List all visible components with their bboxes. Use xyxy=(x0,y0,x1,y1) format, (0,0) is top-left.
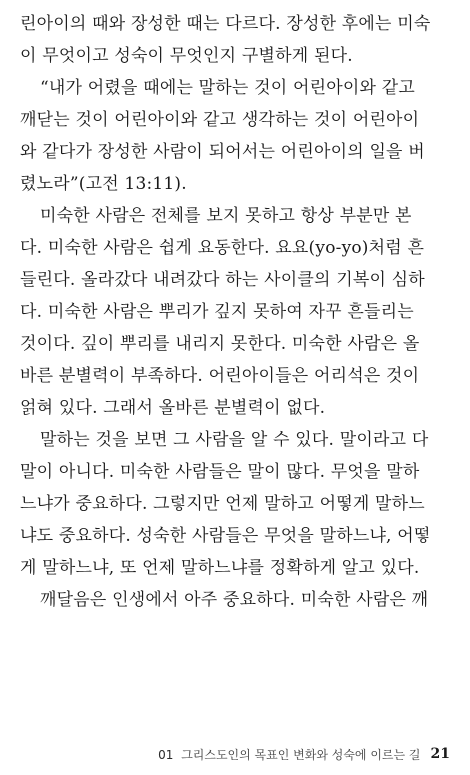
text-line: 들린다. 올라갔다 내려갔다 하는 사이클의 기복이 심하 xyxy=(20,270,425,290)
chapter-title: 그리스도인의 목표인 변화와 성숙에 이르는 길 xyxy=(181,747,421,762)
text-line: 이 무엇이고 성숙이 무엇인지 구별하게 된다. xyxy=(20,46,353,66)
text-line: 느냐가 중요하다. 그렇지만 언제 말하고 어떻게 말하느 xyxy=(20,494,425,514)
text-line: 것이다. 깊이 뿌리를 내리지 못한다. 미숙한 사람은 올 xyxy=(20,334,420,354)
quote-line: 깨닫는 것이 어린아이와 같고 생각하는 것이 어린아이 xyxy=(20,110,420,130)
text-line: 말하는 것을 보면 그 사람을 알 수 있다. 말이라고 다 xyxy=(40,430,429,450)
body-text xyxy=(20,8,450,616)
text-line: 미숙한 사람은 전체를 보지 못하고 항상 부분만 본 xyxy=(40,206,412,226)
quote-line: 와 같다가 장성한 사람이 되어서는 어린아이의 일을 버 xyxy=(20,142,425,162)
text-line: 린아이의 때와 장성한 때는 다르다. 장성한 후에는 미숙 xyxy=(20,14,431,34)
chapter-number: 01 xyxy=(158,747,174,762)
text-line: 얽혀 있다. 그래서 올바른 분별력이 없다. xyxy=(20,398,326,418)
text-line: 말이 아니다. 미숙한 사람들은 말이 많다. 무엇을 말하 xyxy=(20,462,420,482)
text-line: 바른 분별력이 부족하다. 어린아이들은 어리석은 것이 xyxy=(20,366,420,386)
quote-line: 렸노라”(고전 13:11). xyxy=(20,174,187,194)
text-line: 다. 미숙한 사람은 뿌리가 깊지 못하여 자꾸 흔들리는 xyxy=(20,302,414,322)
text-line: 깨달음은 인생에서 아주 중요하다. 미숙한 사람은 깨 xyxy=(40,590,429,610)
text-line: 다. 미숙한 사람은 쉽게 요동한다. 요요(yo-yo)처럼 흔 xyxy=(20,238,425,258)
page-footer xyxy=(0,743,470,765)
text-line: 냐도 중요하다. 성숙한 사람들은 무엇을 말하느냐, 어떻 xyxy=(20,526,431,546)
text-line: 게 말하느냐, 또 언제 말하느냐를 정확하게 알고 있다. xyxy=(20,558,420,578)
page-number: 21 xyxy=(430,746,450,762)
running-footer xyxy=(158,746,420,763)
quote-line: “내가 어렸을 때에는 말하는 것이 어린아이와 같고 xyxy=(40,78,415,98)
